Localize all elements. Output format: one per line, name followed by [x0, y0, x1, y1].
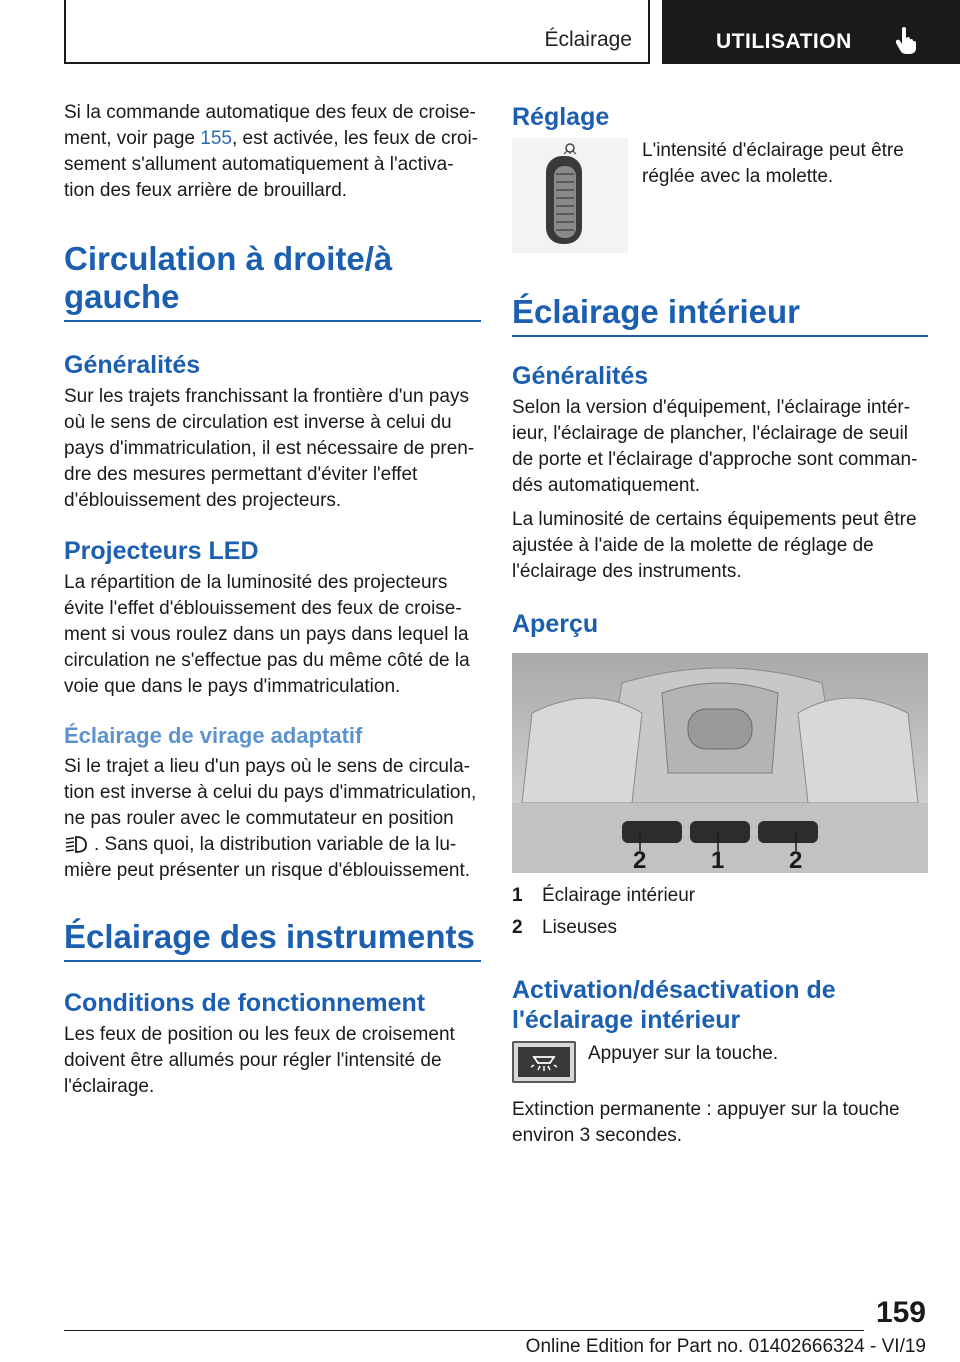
- adaptive-light-icon: [64, 835, 90, 853]
- section-title-generalites: Généralités: [64, 351, 201, 379]
- section-title-projecteurs: Projecteurs LED: [64, 537, 259, 565]
- hand-pointer-icon: [896, 26, 918, 54]
- virage-text: Si le trajet a lieu d'un pays où le sens de circula-tion est inverse à celui du pays d'immatriculation, ne pas rouler avec le commutateur en position: [64, 756, 477, 829]
- legend-list: [512, 883, 928, 941]
- activation-block: [512, 1041, 928, 1083]
- virage-paragraph: [64, 754, 481, 884]
- luminosite-text: La luminosité de certains équipements peut être ajustée à l'aide de la molette de réglage de l'éclairage des instruments.: [512, 509, 917, 582]
- photo-label-right: 2: [789, 847, 803, 873]
- interior-light-button-photo: [512, 1041, 576, 1083]
- legend-item: [512, 915, 928, 941]
- header-section-box: [64, 0, 650, 64]
- legend-number: 1: [512, 885, 523, 906]
- left-column: [64, 100, 481, 1100]
- header-chapter-box: [662, 0, 960, 64]
- intro-text-end: , est activée, les feux de croi-sement s'allument automatiquement à l'activa-tion des feux arrière de brouillard.: [64, 128, 479, 201]
- subsection-title-virage: Éclairage de virage adaptatif: [64, 723, 363, 748]
- legend-label: Éclairage intérieur: [542, 885, 696, 906]
- intro-text: Si la commande automatique des feux de croise-ment, voir page: [64, 102, 476, 149]
- section-title-generalites-interieur: Généralités: [512, 362, 649, 390]
- generalites-text: Sur les trajets franchissant la frontière d'un pays où le sens de circulation est inverse à celui du pays d'immatriculation, il est nécessaire de pren-dre des mesures permettant d'éviter l'effet d'éblouissement des projecteurs.: [64, 386, 475, 511]
- virage-text-end: . Sans quoi, la distribution variable de la lu-mière peut présenter un risque d'éblouissement.: [64, 834, 471, 881]
- dimmer-wheel-photo: [512, 138, 628, 253]
- page-number: 159: [875, 1296, 926, 1329]
- footer-edition: Online Edition for Part no. 01402666324 - VI/19: [525, 1336, 926, 1357]
- legend-item: [512, 883, 928, 909]
- projecteurs-text: La répartition de la luminosité des projecteurs évite l'effet d'éblouissement des feux de croise-ment si vous roulez dans un pays dans lequel la circulation ne s'effectue pas du même côté de la voie que dans le pays d'immatriculation.: [64, 572, 470, 697]
- intro-paragraph: [64, 100, 481, 204]
- dimmer-wheel-icon: [512, 138, 628, 253]
- header-chapter-title: UTILISATION: [716, 30, 852, 53]
- footer-divider: [64, 1330, 864, 1331]
- conditions-text: Les feux de position ou les feux de croisement doivent être allumés pour régler l'intensité de l'éclairage.: [64, 1024, 455, 1097]
- section-title-conditions: Conditions de fonctionnement: [64, 989, 426, 1017]
- activation-text: Appuyer sur la touche.: [588, 1043, 779, 1064]
- legend-label: Liseuses: [542, 917, 617, 938]
- section-title-reglage: Réglage: [512, 103, 610, 131]
- section-title-apercu: Aperçu: [512, 610, 599, 638]
- reglage-block: [512, 138, 928, 253]
- legend-number: 2: [512, 917, 523, 938]
- generalites-interieur-text: Selon la version d'équipement, l'éclairage intér-ieur, l'éclairage de plancher, l'éclairage de seuil de porte et l'éclairage d'approche sont comman-dés automatiquement.: [512, 397, 918, 496]
- chapter-title-interieur: Éclairage intérieur: [512, 293, 928, 337]
- section-title-activation: Activation/désactivation de l'éclairage intérieur: [512, 976, 836, 1034]
- page-link[interactable]: 155: [200, 128, 232, 149]
- chapter-title-circulation: Circulation à droite/à gauche: [64, 240, 481, 322]
- photo-label-center: 1: [711, 847, 725, 873]
- interior-light-icon: [512, 1041, 576, 1083]
- chapter-title-instruments: Éclairage des instruments: [64, 918, 481, 962]
- overhead-console-illustration: [512, 653, 928, 873]
- extinction-text: Extinction permanente : appuyer sur la touche environ 3 secondes.: [512, 1099, 900, 1146]
- overhead-console-photo: [512, 653, 928, 873]
- reglage-text: L'intensité d'éclairage peut être réglée avec la molette.: [642, 140, 904, 187]
- header-section-title: Éclairage: [544, 28, 632, 51]
- photo-label-left: 2: [633, 847, 647, 873]
- right-column: [512, 100, 928, 1149]
